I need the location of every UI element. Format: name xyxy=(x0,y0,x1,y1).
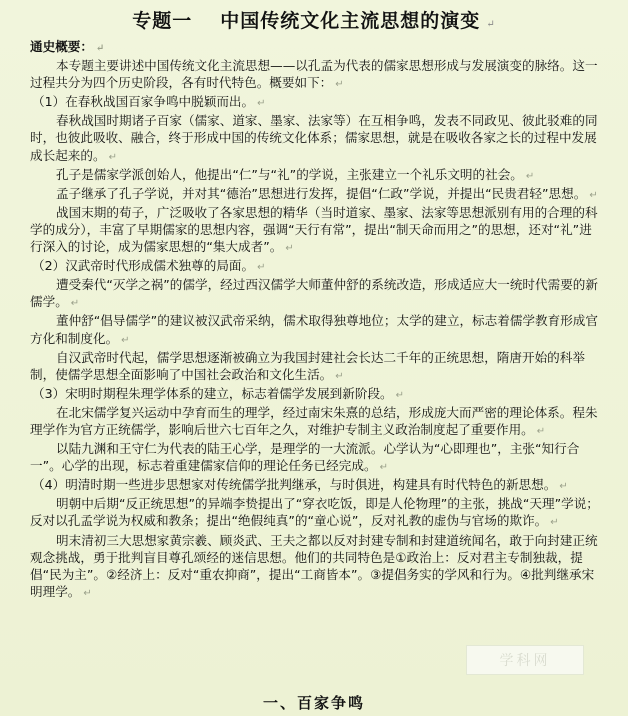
paragraph: 自汉武帝时代起，儒学思想逐渐被确立为我国封建社会长达二千年的正统思想，隋唐开始的科举制，使儒学思想全面影响了中国社会政治和文化生活。 ↵ xyxy=(30,349,585,382)
paragraph-mark-icon: ↵ xyxy=(395,389,405,401)
watermark-text: 学科网 xyxy=(499,653,551,669)
overview-heading: 通史概要： ↵ xyxy=(30,39,105,54)
paragraph-mark-icon: ↵ xyxy=(589,189,598,201)
paragraph: 董仲舒“倡导儒学”的建议被汉武帝采纳，儒术取得独尊地位；太学的建立，标志着儒学教育形成官方化和制度化。 ↵ xyxy=(30,313,598,346)
paragraph-mark-icon: ↵ xyxy=(285,243,294,255)
page-title xyxy=(0,6,628,33)
paragraph: 在北宋儒学复兴运动中孕育而生的理学，经过南宋朱熹的总结，形成庞大而严密的理论体系。程朱理学作为官方正统儒学，影响后世六七百年之久，对维护专制主义政治制度起了重要作用。 ↵ xyxy=(30,404,598,437)
paragraph: 孔子是儒家学派创始人，他提出“仁”与“礼”的学说，主张建立一个礼乐文明的社会。 ↵ xyxy=(56,166,535,182)
paragraph-mark-icon: ↵ xyxy=(121,334,130,346)
paragraph: 本专题主要讲述中国传统文化主流思想——以孔孟为代表的儒家思想形成与发展演变的脉络。这一过程共分为四个历史阶段，各有时代特色。概要如下： ↵ xyxy=(30,58,598,91)
paragraph: 战国末期的荀子，广泛吸收了各家思想的精华（当时道家、墨家、法家等思想派别有用的合理的科学的成分），丰富了早期儒家的思想内容，强调“天行有常”，提出“制天命而用之”的思想，还对“礼”进行深入的讨论，成为儒家思想的“集大成者”。 ↵ xyxy=(30,204,598,255)
paragraph-mark-icon: ↵ xyxy=(257,262,266,274)
paragraph-mark-icon: ↵ xyxy=(95,43,105,54)
paragraph-mark-icon: ↵ xyxy=(559,481,568,493)
paragraph: （3）宋明时期程朱理学体系的建立，标志着儒学发展到新阶段。 ↵ xyxy=(32,385,405,401)
paragraph: 明末清初三大思想家黄宗羲、顾炎武、王夫之都以反对封建专制和封建道统闻名，敢于向封建正统观念挑战，勇于批判盲目尊孔颂经的迷信思想。他们的共同特色是①政治上：反对君主专制独裁，提倡“民为主”。②经济上：反对“重农抑商”，提出“工商皆本”。③提倡务实的学风和行为。④批判继承宋明理学。 ↵ xyxy=(30,532,598,599)
paragraph-mark-icon: ↵ xyxy=(70,298,80,310)
section-heading: 一、百家争鸣 xyxy=(262,694,365,712)
paragraph: （4）明清时期一些进步思想家对传统儒学批判继承，与时俱进，构建具有时代特色的新思想。 ↵ xyxy=(32,477,568,493)
paragraph-mark-icon: ↵ xyxy=(335,370,344,382)
paragraph-mark-icon: ↵ xyxy=(550,517,559,529)
paragraph-mark-icon: ↵ xyxy=(83,587,92,599)
paragraph-list xyxy=(30,57,604,602)
paragraph-mark-icon: ↵ xyxy=(335,79,344,91)
paragraph: 孟子继承了孔子学说，并对其“德治”思想进行发挥，提倡“仁政”学说，并提出“民贵君轻”思想。 ↵ xyxy=(56,185,598,201)
paragraph: 明朝中后期“反正统思想”的异端李贽提出了“穿衣吃饭，即是人伦物理”的主张，挑战“天理”学说；反对以孔孟学说为权威和教条；提出“绝假纯真”的“童心说”，反对礼教的虚伪与官场的欺诈。 ↵ xyxy=(30,496,599,529)
paragraph: （2）汉武帝时代形成儒术独尊的局面。 ↵ xyxy=(32,258,266,274)
paragraph: （1）在春秋战国百家争鸣中脱颖而出。 ↵ xyxy=(32,94,266,110)
paragraph: 遭受秦代“灭学之祸”的儒学，经过西汉儒学大师董仲舒的系统改造，形成适应大一统时代需要的新儒学。 ↵ xyxy=(30,277,598,310)
title-number: 专题一 xyxy=(132,10,193,32)
document-body xyxy=(30,38,604,602)
paragraph: 以陆九渊和王守仁为代表的陆王心学，是理学的一大流派。心学认为“心即理也”，主张“知行合一”。心学的出现，标志着重建儒家信仰的理论任务已经完成。 ↵ xyxy=(30,441,580,474)
paragraph-mark-icon: ↵ xyxy=(536,425,546,437)
paragraph-mark-icon: ↵ xyxy=(486,19,496,30)
paragraph-mark-icon: ↵ xyxy=(525,170,535,182)
paragraph-mark-icon: ↵ xyxy=(257,98,266,110)
paragraph-mark-icon: ↵ xyxy=(379,462,388,474)
paragraph-mark-icon: ↵ xyxy=(108,151,117,163)
title-text: 中国传统文化主流思想的演变 xyxy=(220,10,481,32)
paragraph: 春秋战国时期诸子百家（儒家、道家、墨家、法家等）在互相争鸣，发表不同政见、彼此驳难的同时，也彼此吸收、融合，终于形成中国的传统文化体系；儒家思想，就是在吸收各家之长的过程中发展成长起来的。 ↵ xyxy=(30,113,598,163)
